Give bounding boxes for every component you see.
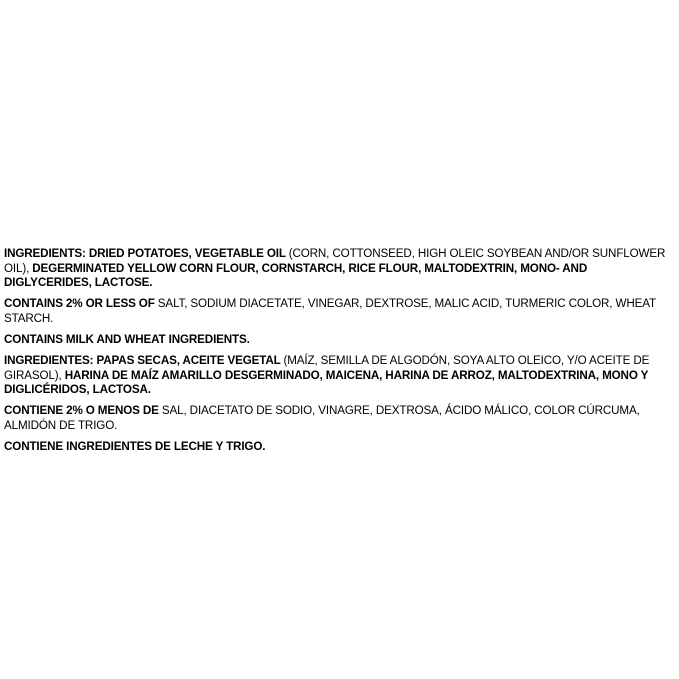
english-ingredients-secondary: DEGERMINATED YELLOW CORN FLOUR, CORNSTARCH, RICE FLOUR, MALTODEXTRIN, MONO- AND DIGLYCERIDES, LACTOSE. <box>4 260 591 290</box>
english-allergen-statement <box>4 332 677 347</box>
english-ingredients-label: INGREDIENTS: <box>4 246 89 260</box>
spanish-ingredients-oil-detail: (MAÍZ, SEMILLA DE ALGODÓN, SOYA ALTO OLEICO, Y/O ACEITE DE GIRASOL), <box>4 353 653 382</box>
spanish-contains-2-percent-block <box>4 403 677 432</box>
english-ingredients-oil-detail: (CORN, COTTONSEED, HIGH OLEIC SOYBEAN AND/OR SUNFLOWER OIL), <box>4 246 669 275</box>
english-ingredients-block <box>4 246 677 290</box>
spanish-ingredients-label: INGREDIENTES: <box>4 353 97 368</box>
spanish-contains-2-percent-list: SAL, DIACETATO DE SODIO, VINAGRE, DEXTROSA, ÁCIDO MÁLICO, COLOR CÚRCUMA, ALMIDÓN DE TRIGO. <box>4 403 643 432</box>
spanish-ingredients-block <box>4 353 677 397</box>
spanish-ingredients-secondary: HARINA DE MAÍZ AMARILLO DESGERMINADO, MAICENA, HARINA DE ARROZ, MALTODEXTRINA, MONO Y DIGLICÉRIDOS, LACTOSA. <box>4 367 652 397</box>
spanish-allergen-statement <box>4 439 677 454</box>
english-contains-2-percent-block <box>4 296 677 325</box>
english-allergen-text: CONTAINS MILK AND WHEAT INGREDIENTS. <box>4 331 250 346</box>
english-ingredients-primary: DRIED POTATOES, VEGETABLE OIL <box>88 246 289 260</box>
spanish-allergen-text: CONTIENE INGREDIENTES DE LECHE Y TRIGO. <box>4 439 266 454</box>
english-contains-2-percent-label: CONTAINS 2% OR LESS OF <box>4 296 158 311</box>
english-contains-2-percent-list: SALT, SODIUM DIACETATE, VINEGAR, DEXTROSE, MALIC ACID, TURMERIC COLOR, WHEAT STARCH. <box>4 296 659 325</box>
spanish-ingredients-primary: PAPAS SECAS, ACEITE VEGETAL <box>96 353 284 368</box>
ingredients-panel <box>4 246 679 460</box>
spanish-contains-2-percent-label: CONTIENE 2% O MENOS DE <box>4 403 162 418</box>
